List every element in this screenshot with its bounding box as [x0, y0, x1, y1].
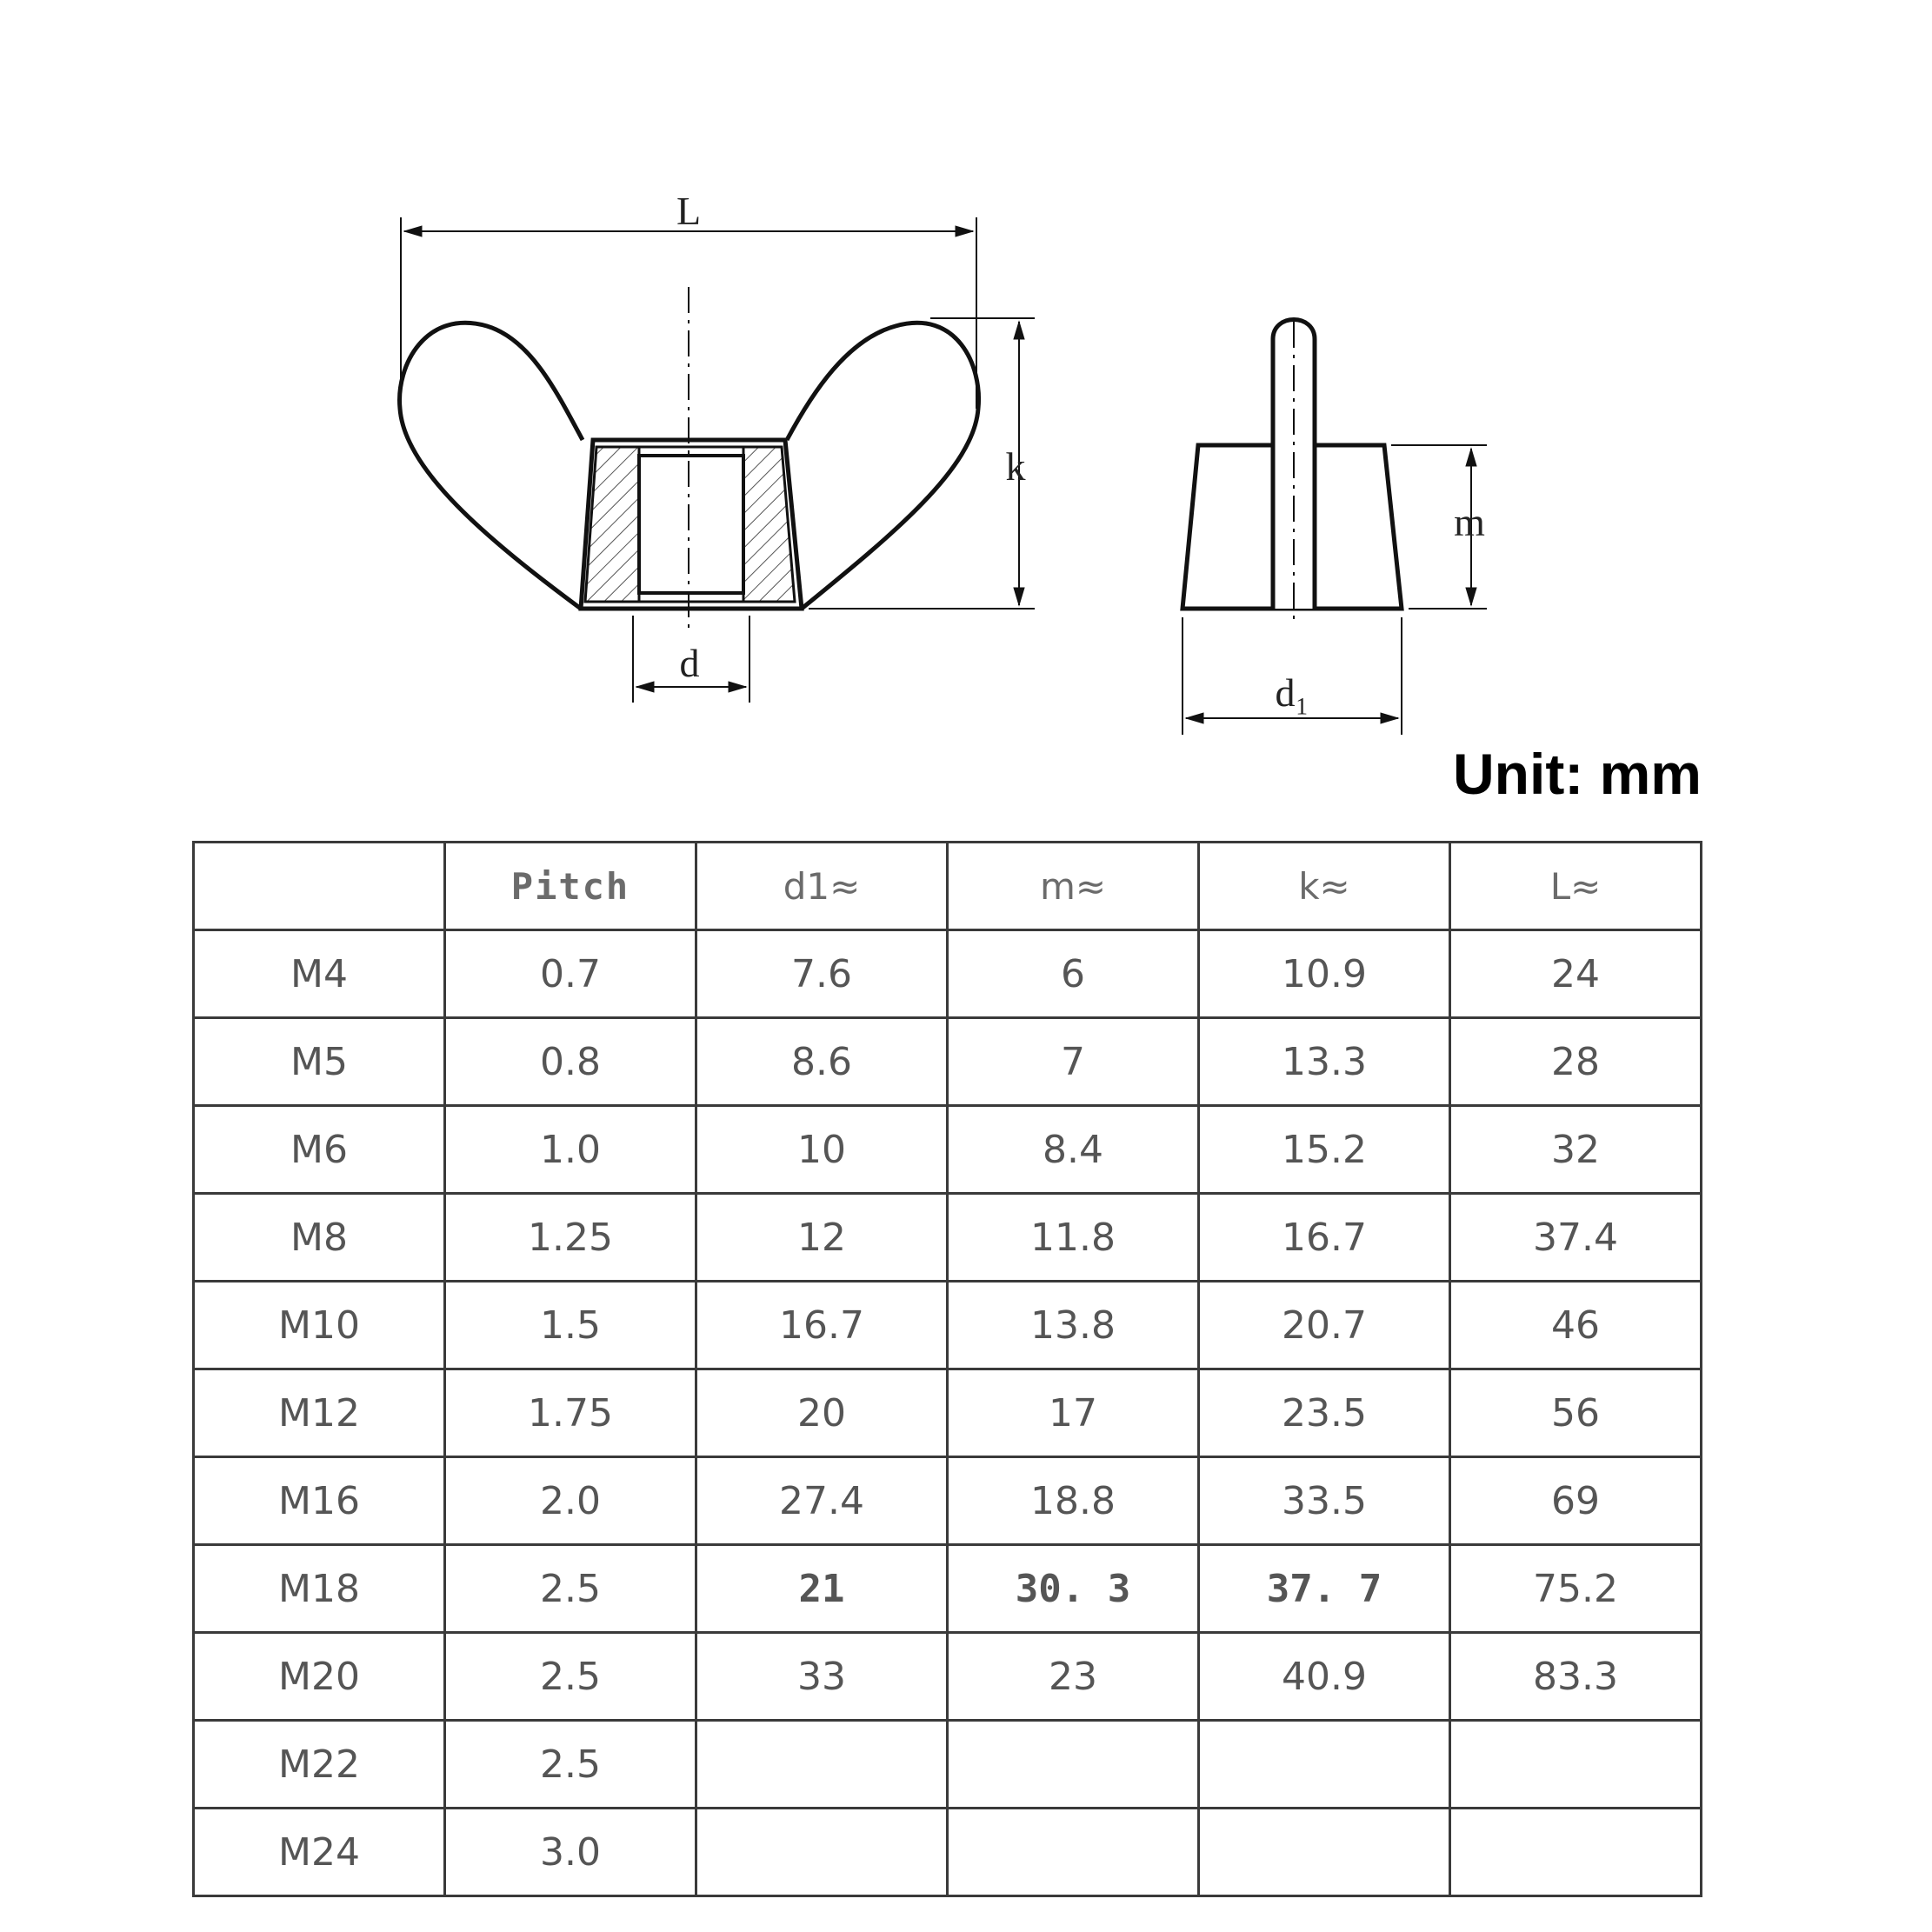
- cell-L: 75.2: [1450, 1545, 1702, 1633]
- cell-m: 11.8: [948, 1194, 1199, 1282]
- cell-L: 24: [1450, 930, 1702, 1018]
- table-row: [194, 1369, 1702, 1457]
- table-row: [194, 1194, 1702, 1282]
- cell-L: [1450, 1809, 1702, 1896]
- table-row: [194, 1809, 1702, 1896]
- cell-d1: 16.7: [696, 1282, 948, 1369]
- cell-m: 8.4: [948, 1106, 1199, 1194]
- cell-m: 13.8: [948, 1282, 1199, 1369]
- cell-m: [948, 1809, 1199, 1896]
- table-row: [194, 1633, 1702, 1721]
- cell-k: 23.5: [1199, 1369, 1450, 1457]
- cell-size: M16: [194, 1457, 445, 1545]
- cell-size: M5: [194, 1018, 445, 1106]
- cell-d1: 7.6: [696, 930, 948, 1018]
- cell-L: 32: [1450, 1106, 1702, 1194]
- cell-d1: 21: [696, 1545, 948, 1633]
- cell-pitch: 0.7: [445, 930, 696, 1018]
- cell-pitch: 1.75: [445, 1369, 696, 1457]
- front-view: [400, 217, 1035, 703]
- cell-d1: 33: [696, 1633, 948, 1721]
- cell-size: M8: [194, 1194, 445, 1282]
- table-row: [194, 1545, 1702, 1633]
- cell-k: 37. 7: [1199, 1545, 1450, 1633]
- cell-d1: [696, 1721, 948, 1809]
- cell-L: [1450, 1721, 1702, 1809]
- cell-d1: 8.6: [696, 1018, 948, 1106]
- table-row: [194, 1457, 1702, 1545]
- cell-size: M6: [194, 1106, 445, 1194]
- cell-m: 17: [948, 1369, 1199, 1457]
- header-cell-size: [194, 843, 445, 930]
- cell-d1: 27.4: [696, 1457, 948, 1545]
- cell-size: M22: [194, 1721, 445, 1809]
- cell-k: [1199, 1721, 1450, 1809]
- cell-L: 83.3: [1450, 1633, 1702, 1721]
- cell-pitch: 3.0: [445, 1809, 696, 1896]
- dim-label-L: L: [676, 189, 702, 233]
- table-row: [194, 1282, 1702, 1369]
- cell-m: 23: [948, 1633, 1199, 1721]
- cell-size: M10: [194, 1282, 445, 1369]
- cell-d1: 12: [696, 1194, 948, 1282]
- cell-size: M4: [194, 930, 445, 1018]
- cell-L: 69: [1450, 1457, 1702, 1545]
- cell-pitch: 1.25: [445, 1194, 696, 1282]
- spec-table: [192, 841, 1702, 1897]
- cell-k: 20.7: [1199, 1282, 1450, 1369]
- table-header-row: [194, 843, 1702, 930]
- cell-pitch: 0.8: [445, 1018, 696, 1106]
- header-cell-L: L≈: [1450, 843, 1702, 930]
- cell-pitch: 2.0: [445, 1457, 696, 1545]
- cell-pitch: 2.5: [445, 1545, 696, 1633]
- table-row: [194, 930, 1702, 1018]
- cell-k: 13.3: [1199, 1018, 1450, 1106]
- side-view: [1183, 320, 1487, 736]
- cell-L: 37.4: [1450, 1194, 1702, 1282]
- cell-k: 16.7: [1199, 1194, 1450, 1282]
- cell-d1: 10: [696, 1106, 948, 1194]
- cell-size: M24: [194, 1809, 445, 1896]
- table-row: [194, 1106, 1702, 1194]
- wing-nut-drawing: [0, 0, 1932, 783]
- cell-size: M20: [194, 1633, 445, 1721]
- dim-label-d: d: [679, 641, 700, 685]
- cell-size: M12: [194, 1369, 445, 1457]
- cell-pitch: 1.5: [445, 1282, 696, 1369]
- cell-m: 30. 3: [948, 1545, 1199, 1633]
- cell-k: [1199, 1809, 1450, 1896]
- table-row: [194, 1721, 1702, 1809]
- table-row: [194, 1018, 1702, 1106]
- cell-pitch: 2.5: [445, 1633, 696, 1721]
- header-cell-d1: d1≈: [696, 843, 948, 930]
- cell-m: 6: [948, 930, 1199, 1018]
- cell-size: M18: [194, 1545, 445, 1633]
- dim-label-d1: d₁: [1275, 670, 1309, 715]
- cell-L: 56: [1450, 1369, 1702, 1457]
- cell-m: 18.8: [948, 1457, 1199, 1545]
- unit-label: Unit: mm: [1453, 742, 1702, 806]
- cell-m: 7: [948, 1018, 1199, 1106]
- cell-pitch: 1.0: [445, 1106, 696, 1194]
- cell-L: 46: [1450, 1282, 1702, 1369]
- dim-label-m: m: [1454, 500, 1485, 544]
- cell-d1: 20: [696, 1369, 948, 1457]
- header-cell-m: m≈: [948, 843, 1199, 930]
- cell-k: 40.9: [1199, 1633, 1450, 1721]
- cell-k: 33.5: [1199, 1457, 1450, 1545]
- cell-pitch: 2.5: [445, 1721, 696, 1809]
- cell-L: 28: [1450, 1018, 1702, 1106]
- dim-label-k: k: [1005, 444, 1026, 489]
- cell-d1: [696, 1809, 948, 1896]
- cell-k: 10.9: [1199, 930, 1450, 1018]
- header-cell-pitch: Pitch: [445, 843, 696, 930]
- header-cell-k: k≈: [1199, 843, 1450, 930]
- cell-k: 15.2: [1199, 1106, 1450, 1194]
- cell-m: [948, 1721, 1199, 1809]
